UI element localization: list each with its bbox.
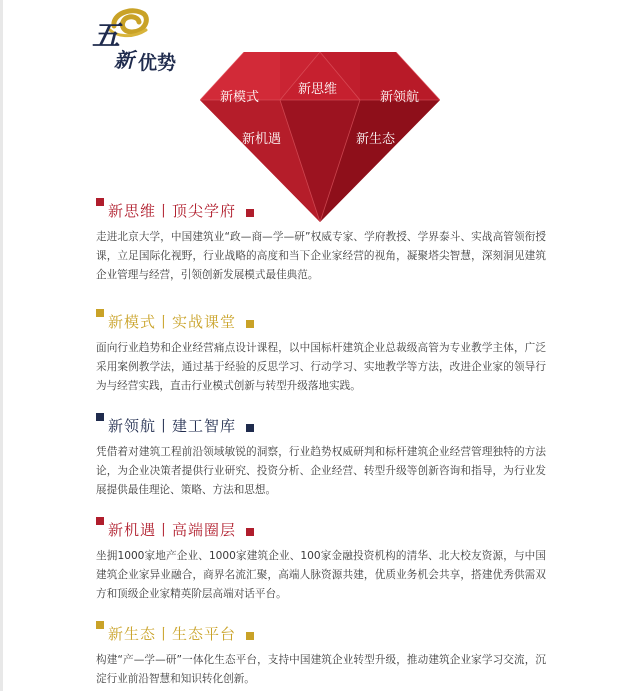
section-body: 走进北京大学，中国建筑业“政—商—学—研”权威专家、学府教授、学界泰斗、实战高管领衔授课，立足国际化视野，行业战略的高度和当下企业家经营的视角，凝聚塔尖智慧，深刻洞见建筑企业管理与经营，引领创新发展模式最佳典范。	[96, 231, 546, 281]
diamond-label-lower-right: 新生态	[356, 132, 396, 147]
section-title-row	[96, 621, 546, 645]
section-body: 面向行业趋势和企业经营痛点设计课程，以中国标杆建筑企业总裁级高管为专业教学主体，广泛采用案例教学法，通过基于经验的反思学习、行动学习、实地教学等方法，改进企业家的领导行为与经营实践，直击行业模式创新与转型升级落地实践。	[96, 342, 546, 392]
header-five: 五	[92, 19, 121, 52]
square-bullet-icon	[246, 209, 254, 217]
section-title: 新领航丨建工智库	[108, 417, 237, 435]
diamond-label-left: 新模式	[220, 90, 260, 105]
header-new: 新	[114, 48, 134, 72]
square-bullet-icon	[96, 413, 104, 421]
diamond-label-lower-left: 新机遇	[242, 132, 282, 147]
header-advantage: 优势	[138, 52, 177, 74]
square-bullet-icon	[246, 320, 254, 328]
page-edge	[0, 0, 3, 691]
section-title: 新机遇丨高端圈层	[108, 521, 237, 539]
square-bullet-icon	[96, 517, 104, 525]
section-body: 构建“产—学—研”一体化生态平台，支持中国建筑企业转型升级，推动建筑企业家学习交流，沉淀行业前沿智慧和知识转化创新。	[96, 654, 546, 685]
section-title: 新思维丨顶尖学府	[108, 202, 237, 220]
square-bullet-icon	[96, 198, 104, 206]
section-new-thinking	[96, 198, 546, 285]
section-title-row	[96, 198, 546, 222]
header-logo	[92, 4, 202, 74]
section-new-pilot	[96, 413, 546, 500]
diamond-label-right: 新领航	[380, 90, 420, 105]
diamond-graphic	[200, 52, 440, 222]
square-bullet-icon	[246, 528, 254, 536]
diamond-label-top: 新思维	[298, 82, 338, 97]
section-new-ecology	[96, 621, 546, 689]
section-title-row	[96, 517, 546, 541]
square-bullet-icon	[246, 632, 254, 640]
section-title-row	[96, 413, 546, 437]
section-new-mode	[96, 309, 546, 396]
square-bullet-icon	[96, 309, 104, 317]
section-body: 坐拥1000家地产企业、1000家建筑企业、100家金融投资机构的清华、北大校友资源，与中国建筑企业家异业融合，商界名流汇聚，高端人脉资源共建，优质业务机会共享，搭建优秀供需双方和顶级企业家精英阶层高端对话平台。	[96, 550, 546, 600]
square-bullet-icon	[96, 621, 104, 629]
section-new-opportunity	[96, 517, 546, 604]
section-title: 新生态丨生态平台	[108, 625, 237, 643]
section-body: 凭借着对建筑工程前沿领域敏锐的洞察，行业趋势权威研判和标杆建筑企业经营管理独特的方法论，为企业决策者提供行业研究、投资分析、企业经营、转型升级等创新咨询和指导，为行业发展提供最佳理论、策略、方法和思想。	[96, 446, 546, 496]
square-bullet-icon	[246, 424, 254, 432]
section-title-row	[96, 309, 546, 333]
section-title: 新模式丨实战课堂	[108, 313, 237, 331]
